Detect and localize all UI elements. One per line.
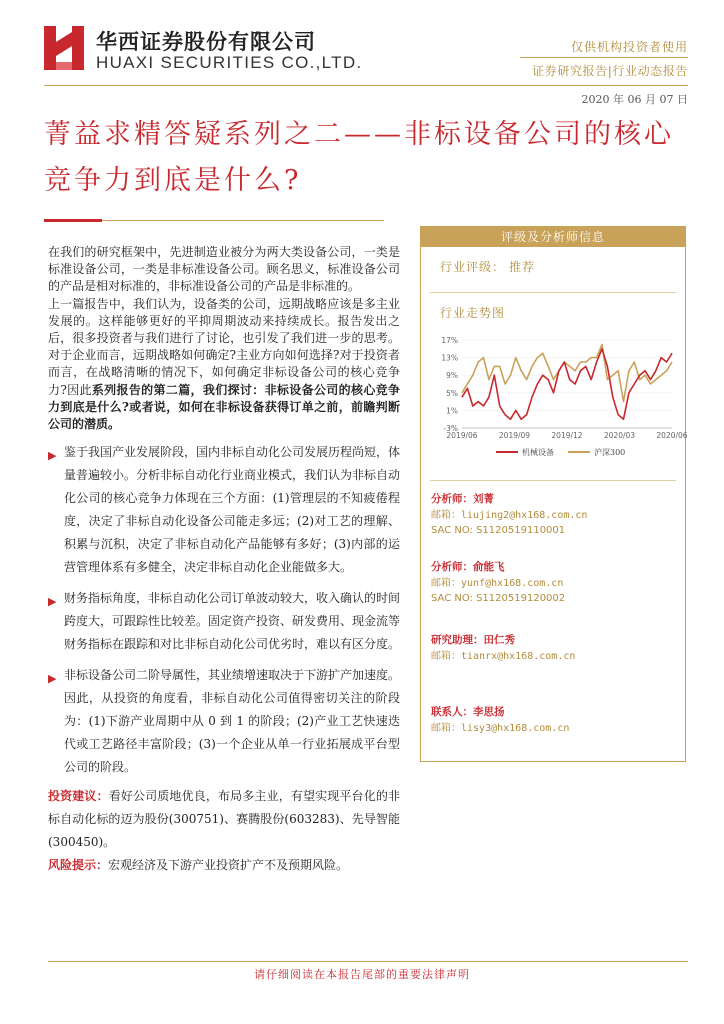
thesis-text: 上一篇报告中，我们认为，设备类的公司，远期战略应该是多主业发展的。这样能够更好的平抑周期波动来持续成长。报告发出之后，很多投资者与我们进行了讨论，也引发了我们进一步的思考。对于企业而言，远期战略如何确定?主业方向如何选择?对于投资者而言，在战略清晰的情况下，如何确定非标设备公司的核心竞争力?因此 [48,296,400,397]
y-tick-label: 1% [446,406,458,416]
email-link[interactable]: lisy3@hx168.com.cn [461,722,570,734]
panel-heading: 评级及分析师信息 [421,227,685,247]
triangle-bullet-icon: ▶ [48,449,57,463]
series-line [462,349,672,419]
legend-label: 机械设备 [522,448,554,457]
panel-divider [430,480,676,481]
email-link[interactable]: yunf@hx168.com.cn [461,577,564,589]
industry-trend-chart [432,330,688,470]
audience-note: 仅供机构投资者使用 [570,40,688,54]
y-tick-label: 9% [446,371,458,381]
x-tick-label: 2019/12 [551,431,583,440]
triangle-bullet-icon: ▶ [48,672,57,686]
triangle-bullet-icon: ▶ [48,595,57,609]
report-type: 证券研究报告|行业动态报告 [532,64,688,78]
company-name-cn: 华西证券股份有限公司 [96,30,316,54]
analyst-liujing: 分析师：刘菁 邮箱：liujing2@hx168.com.cn SAC NO: S1120519110001 [431,493,588,536]
legal-disclaimer-note: 请仔细阅读在本报告尾部的重要法律声明 [254,968,470,981]
contact-lisiyang: 联系人：李思扬 邮箱：lisy3@hx168.com.cn [431,706,570,734]
research-assistant-tianrenxiu: 研究助理：田仁秀 邮箱：tianrx@hx168.com.cn [431,634,576,662]
risk-warning: 风险提示：宏观经济及下游产业投资扩产不及预期风险。 [48,858,349,873]
x-tick-label: 2019/09 [498,431,531,440]
company-name-en: HUAXI SECURITIES CO.,LTD. [96,53,363,72]
investment-advice: 投资建议：看好公司质地优良，布局多主业，有望实现平台化的非标自动化标的迈为股份(300751)、赛腾股份(603283)、先导智能(300450)。 [48,789,400,850]
thesis-paragraph [48,296,400,434]
title-underline [102,220,384,221]
panel-divider [430,292,676,293]
email-link[interactable]: liujing2@hx168.com.cn [461,509,588,521]
header-divider [520,57,688,58]
rating-value: 推荐 [509,260,536,274]
trend-chart-label: 行业走势图 [440,306,506,320]
analyst-yunengfei: 分析师：俞能飞 邮箱：yunf@hx168.com.cn SAC NO: S1120519120002 [431,561,566,604]
bullet-financial-metrics: ▶ 财务指标角度，非标自动化公司订单波动较大，收入确认的时间跨度大，可跟踪性比较差。固定资产投资、研发费用、现金流等财务指标在跟踪和对比非标自动化公司优劣时，难以有区分度。 [48,591,401,652]
x-tick-label: 2020/03 [603,431,636,440]
header-rule [44,85,688,86]
report-title: 菁益求精答疑系列之二——非标设备公司的核心竞争力到底是什么? [44,119,674,196]
x-tick-label: 2020/06 [656,431,688,440]
intro-paragraph: 在我们的研究框架中，先进制造业被分为两大类设备公司，一类是标准设备公司，一类是非标准设备公司。顾名思义，标准设备公司的产品是相对标准的，非标准设备公司的产品是非标准的。 [48,245,400,294]
y-tick-label: 17% [441,336,458,345]
report-body [48,244,400,877]
y-tick-label: 13% [441,353,458,363]
legend-label: 沪深300 [594,448,626,457]
huaxi-logo-icon [44,26,84,70]
email-link[interactable]: tianrx@hx168.com.cn [461,650,576,662]
y-tick-label: 5% [446,388,458,398]
thesis-bold: 系列报告的第二篇，我们探讨：非标设备公司的核心竞争力到底是什么?或者说，如何在非标设备获得订单之前，前瞻判断公司的潜质。 [48,382,400,432]
bullet-second-derivative: ▶ 非标设备公司二阶导属性，其业绩增速取决于下游扩产加速度。因此，从投资的角度看，非标自动化公司值得密切关注的阶段为：(1)下游产业周期中从 0 到 1 的阶段；(2)产业工艺快速迭代或工艺路径丰富阶段；(3)一个企业从单一行业拓展成平台型公司的阶段。 [48,668,401,775]
bullet-core-competence: ▶ 鉴于我国产业发展阶段，国内非标自动化公司发展历程尚短，体量普遍较小。分析非标自动化行业商业模式，我们认为非标自动化公司的核心竞争力体现在三个方面：(1)管理层的不知疲倦程度，决定了非标自动化设备公司能走多远；(2)对工艺的理解、积累与沉积，决定了非标自动化产品能够有多好；(3)内部的运营管理体系有多健全，决定非标自动化企业能做多大。 [48,445,401,575]
report-date: 2020 年 06 月 07 日 [581,93,688,106]
industry-rating: 行业评级： 推荐 [440,260,536,274]
footer-rule [48,961,688,962]
title-underline-accent [44,219,102,222]
y-tick-label: -3% [443,424,458,433]
x-tick-label: 2019/06 [446,431,478,440]
